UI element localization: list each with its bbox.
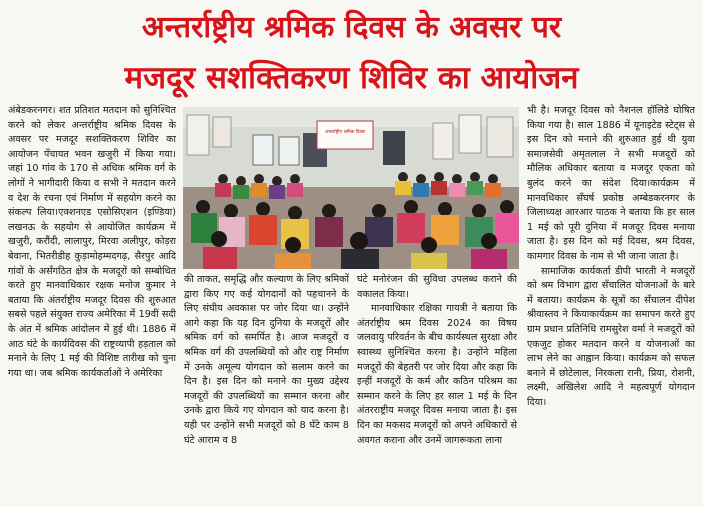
event-banner-text: अन्तर्राष्ट्रीय श्रमिक दिवस (324, 130, 366, 135)
article-paragraph: मानवाधिकार रक्षिका गायत्री ने बताया कि अंतर्राष्ट्रीय श्रम दिवस 2024 का विषय जलवायु परिवर्तन के बीच कार्यस्थल सुरक्षा और स्वास्थ्य सुनिश्चित करना है। उन्होंने महिला मजदूरों की बेहतरी पर जोर दिया और कहा कि इन्हीं मजदूरों के कर्म और कठिन परिश्रम का सम्मान करने के लिए हर साल 1 मई के दिन अंतरराष्ट्रीय मजदूर दिवस मनाया जाता है। इस दिन का मकसद मजदूरों को अपने अधिकारों से अवगत कराना और उनमें जागरूकता लाना (357, 303, 517, 446)
article-paragraph: अंबेडकरनगर। शत प्रतिशत मतदान को सुनिश्चित करने को लेकर अन्तर्राष्ट्रीय श्रमिक दिवस के अवसर पर मजदूर सशक्तिकरण शिविर का आयोजन पँचायत भवन खजुरी में किया गया। जहां 10 गांव के 170 से अधिक श्रमिक वर्ग के लोगों ने भागीदारी किया व सभी ने मतदान करने व देश के रचना एवं निर्माण में सहयोग करने का संकल्प लिया।एक्शनएड एसोसिएशन (इण्डिया) लखनऊ के सहयोग से आयोजित कार्यक्रम में खजुरी, करौंदी, लालापुर, मिरवा अलीपुर, कोड़रा बेवाना, भितरीडीह कुड़ामोहम्मदगढ़, सैरपुर आदि गांवों के असँगठित क्षेत्र के मजदूरों को सम्बोधित करते हुए मानवाधिकार रक्षक मनोज कुमार ने बताया कि अंतर्राष्ट्रीय मजदूर दिवस की शुरुआत सबसे पहले संयुक्त राज्य अमेरिका में 19वीं सदी के अंत में श्रमिक आंदोलन में हुई थी। 1886 में आठ घंटे के कार्यदिवस की राष्ट्रव्यापी हड़ताल को मनाने के लिए 1 मई की विशिष्ट तारीख को चुना गया था। जब श्रमिक कार्यकर्ताओं ने अमेरिका (8, 105, 176, 379)
article-paragraph: की ताकत, समृद्धि और कल्याण के लिए श्रमिकों द्वारा किए गए कई योगदानों को पहचानने के लिए संघीय अवकाश पर जोर दिया था। उन्होंने आगे कहा कि यह दिन दुनिया के मजदूरों और श्रमिक वर्ग को समर्पित है। आज मजदूरों व श्रमिक वर्ग की उपलब्धियों को और राष्ट्र निर्माण में उनके अमूल्य योगदान को सलाम करने का दिन है। इस दिन को मनाने का मुख्य उद्देश्य मजदूरों की उपलब्धियों का सम्मान करना और उनके द्वारा किये गए योगदान को याद करना है। यही पर उन्होंने सभी मजदूरों को 8 घँटे काम 8 घंटे आराम व 8 (184, 274, 349, 446)
event-photo (183, 107, 519, 269)
article-column-4 (527, 104, 695, 504)
headline-line-2: मजदूर सशक्तिकरण शिविर का आयोजन (124, 60, 579, 96)
article-column-1 (8, 104, 176, 504)
event-photo-illustration (183, 107, 519, 269)
article-paragraph: सामाजिक कार्यकर्ता डीपी भारती ने मजदूरों को श्रम विभाग द्वारा सँचालित योजनाओं के बारे में बताया। कार्यक्रम के सूत्रों का सँचालन दीपेश श्रीवास्तव ने कियाकार्यक्रम का समापन करते हुए ग्राम प्रधान प्रतिनिधि रामसुरेश वर्मा ने मजदूरों को एकजुट होकर मतदान करने व योजनाओं का लाभ लेने का आह्वान किया। कार्यक्रम को सफल बनाने में छोटेलाल, निरकला रानी, प्रिया, रोशनी, लक्ष्मी, अखिलेश आदि ने महत्वपूर्ण योगदान दिया। (527, 265, 695, 408)
article-column-2 (184, 273, 349, 505)
headline-line-1: अन्तर्राष्ट्रीय श्रमिक दिवस के अवसर पर (141, 10, 562, 45)
event-banner (317, 121, 373, 149)
article-paragraph: घंटे मनोरंजन की सुविधा उपलब्ध कराने की वकालत किया। (357, 274, 517, 300)
article-column-3 (357, 273, 517, 505)
article-paragraph: भी है। मजदूर दिवस को नैशनल हॉलिडे घोषित किया गया है। साल 1886 में यूनाइटेड स्टेट्स से इस दिन को मनाने की शुरुआत हुई थी युवा समाजसेवी अमृतलाल ने सभी मजदूरों को मौलिक अधिकार बताया व मजदूर एकता को बुलंद करने का संदेश दिया।कार्यक्रम में मानवधिकार सँघर्ष प्रकोष्ठ अम्बेडकरनगर के जिलाध्यक्ष आरआर पाठक ने बताया कि हर साल 1 मई को पूरी दुनिया में मजदूर दिवस मनाया जाता है। इस दिन को मई दिवस, श्रम दिवस, कामगार दिवस के नाम से भी जाना जाता है। (527, 105, 695, 262)
